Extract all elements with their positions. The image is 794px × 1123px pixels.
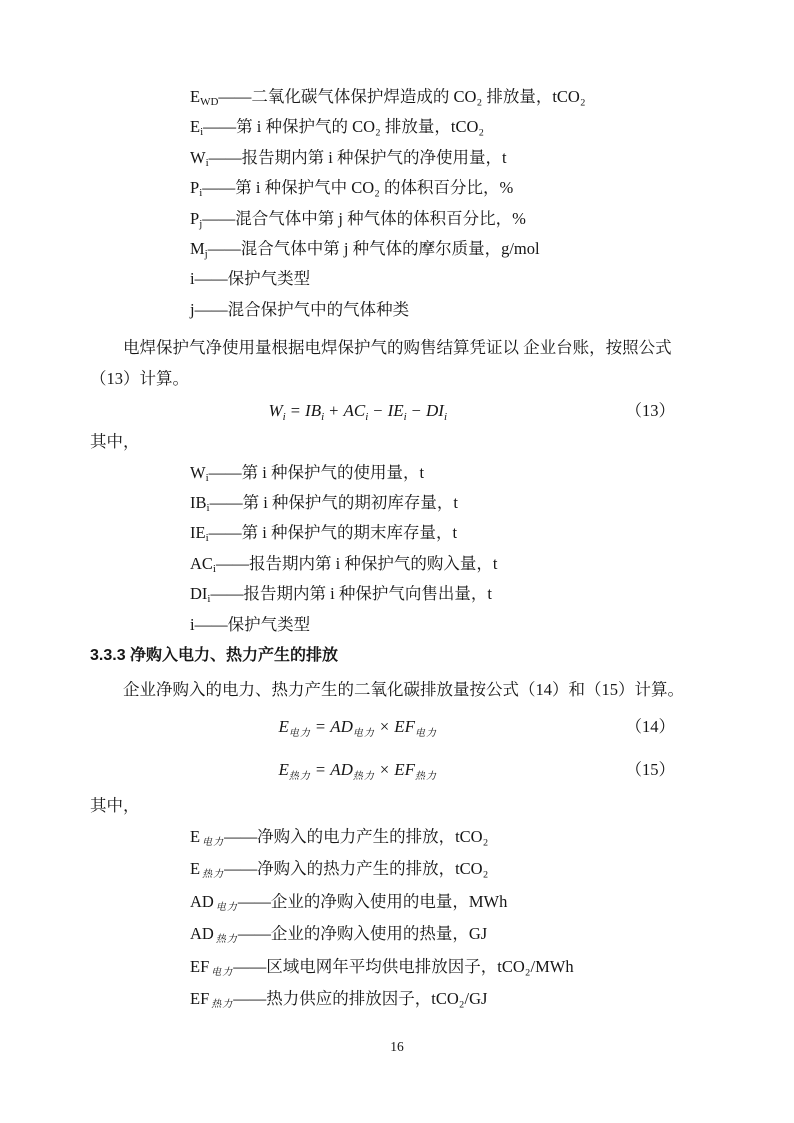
symbol: E	[190, 826, 201, 846]
definition-item	[90, 518, 703, 548]
symbol-definition-list-2	[90, 458, 703, 640]
where-label: 其中，	[90, 432, 140, 452]
symbol: W	[190, 462, 206, 482]
definition-text: ——第 i 种保护气中 CO₂ 的体积百分比，%	[202, 178, 514, 198]
symbol-subscript: 热力	[215, 934, 238, 946]
definition-text: ——报告期内第 i 种保护气的购入量，t	[215, 553, 498, 573]
definition-item	[90, 234, 703, 264]
definition-item	[90, 204, 703, 234]
paragraph-net-purchased: 企业净购入的电力、热力产生的二氧化碳排放量按公式（14）和（15）计算。	[123, 679, 684, 699]
definition-item	[90, 983, 703, 1015]
symbol-subscript: j	[204, 248, 208, 261]
symbol: EF	[190, 956, 210, 976]
symbol: j	[190, 299, 195, 319]
symbol-definition-list-1	[90, 82, 703, 325]
definition-item	[90, 295, 703, 325]
definition-item	[90, 488, 703, 518]
formula-expression: $E_{热力} = AD_{热力} \times EF_{热力}$	[278, 759, 437, 782]
symbol: IE	[190, 523, 206, 543]
page-number: 16	[390, 1039, 404, 1054]
symbol: E	[190, 859, 201, 879]
symbol-subscript: WD	[200, 96, 219, 108]
formula-expression: $E_{电力} = AD_{电力} \times EF_{电力}$	[278, 716, 437, 739]
formula-expression: $W_i = IB_i + AC_i - IE_i - DI_i$	[268, 401, 447, 424]
symbol: AD	[190, 924, 214, 944]
symbol-subscript: i	[199, 187, 203, 200]
symbol: W	[190, 147, 206, 167]
definition-text: ——混合气体中第 j 种气体的摩尔质量，g/mol	[207, 239, 540, 259]
paragraph-line: （13）计算。	[90, 369, 189, 389]
formula-number: （15）	[625, 759, 675, 779]
symbol-subscript: i	[206, 502, 210, 515]
definition-text: ——第 i 种保护气的期末库存量，t	[208, 523, 458, 543]
formula-14	[90, 706, 703, 748]
definition-text: ——第 i 种保护气的使用量，t	[208, 462, 425, 482]
symbol: E	[190, 117, 201, 137]
definition-item	[90, 853, 703, 885]
symbol-subscript: 热力	[202, 869, 225, 881]
symbol: i	[190, 269, 195, 289]
symbol-subscript: j	[199, 217, 203, 230]
symbol: IB	[190, 493, 207, 513]
symbol-subscript: i	[205, 532, 209, 545]
definition-text: ——第 i 种保护气的 CO₂ 排放量，tCO₂	[203, 117, 485, 137]
page-content	[90, 82, 703, 1015]
symbol: EF	[190, 988, 210, 1008]
symbol-subscript: i	[207, 593, 211, 606]
symbol: E	[190, 87, 201, 106]
definition-text: ——净购入的电力产生的排放，tCO₂	[224, 826, 489, 846]
symbol-subscript: 热力	[211, 998, 234, 1010]
definition-item	[90, 458, 703, 488]
symbol: DI	[190, 584, 208, 604]
definition-item	[90, 82, 703, 112]
symbol: AC	[190, 553, 213, 573]
definition-text: ——混合气体中第 j 种气体的体积百分比，%	[202, 208, 526, 228]
definition-text: ——二氧化碳气体保护焊造成的 CO₂ 排放量，tCO₂	[218, 87, 586, 106]
definition-text: ——净购入的热力产生的排放，tCO₂	[224, 859, 489, 879]
definition-text: ——企业的净购入使用的热量，GJ	[237, 924, 488, 944]
paragraph-line: 电焊保护气净使用量根据电焊保护气的购售结算凭证以 企业台账，按照公式	[123, 338, 672, 358]
definition-text: ——保护气类型	[194, 614, 311, 634]
definition-item	[90, 264, 703, 294]
symbol-subscript: i	[205, 471, 209, 484]
definition-text: ——混合保护气中的气体种类	[194, 299, 410, 319]
definition-item	[90, 579, 703, 609]
definition-item	[90, 143, 703, 173]
definition-text: ——保护气类型	[194, 269, 311, 289]
definition-item	[90, 951, 703, 983]
definition-item	[90, 173, 703, 203]
symbol: P	[190, 208, 200, 228]
symbol: P	[190, 178, 200, 198]
definition-item	[90, 886, 703, 918]
definition-item	[90, 112, 703, 142]
definition-item	[90, 549, 703, 579]
definition-text: ——报告期内第 i 种保护气的净使用量，t	[208, 147, 507, 167]
definition-text: ——企业的净购入使用的电量，MWh	[237, 891, 508, 911]
definition-text: ——热力供应的排放因子，tCO₂/GJ	[233, 988, 488, 1008]
symbol: i	[190, 614, 195, 634]
definition-item	[90, 821, 703, 853]
formula-15	[90, 749, 703, 791]
paragraph-net-usage	[90, 332, 703, 394]
definition-item	[90, 610, 703, 640]
definition-text: ——区域电网年平均供电排放因子，tCO₂/MWh	[233, 956, 574, 976]
symbol: M	[190, 239, 205, 259]
definition-text: ——第 i 种保护气的期初库存量，t	[209, 493, 458, 513]
formula-13	[90, 395, 703, 427]
symbol-definition-list-3	[90, 821, 703, 1015]
formula-number: （13）	[625, 401, 675, 421]
symbol-subscript: i	[200, 126, 204, 139]
symbol-subscript: 电力	[202, 836, 225, 848]
symbol-subscript: 电力	[211, 966, 234, 978]
symbol: AD	[190, 891, 214, 911]
where-label: 其中，	[90, 795, 140, 815]
symbol-subscript: i	[212, 562, 216, 575]
definition-text: ——报告期内第 i 种保护气向售出量，t	[210, 584, 492, 604]
definition-item	[90, 918, 703, 950]
formula-number: （14）	[625, 716, 675, 736]
section-heading-3-3-3: 3.3.3 净购入电力、热力产生的排放	[90, 647, 339, 665]
symbol-subscript: i	[205, 156, 209, 169]
symbol-subscript: 电力	[215, 901, 238, 913]
